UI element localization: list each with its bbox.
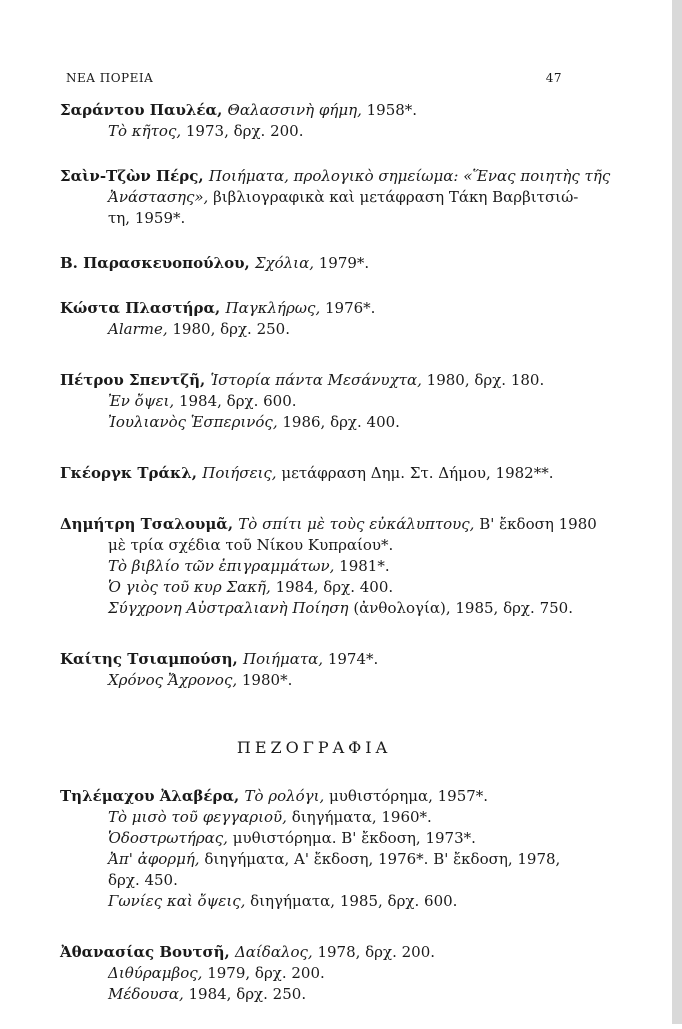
bibliography-list — [60, 100, 611, 1029]
work-details: μυθιστόρημα, 1957*. — [324, 787, 489, 805]
work-title: Ἰουλιανὸς Ἑσπερινός, — [108, 413, 278, 431]
entry-continuation-line — [60, 984, 568, 1005]
work-details: διηγήματα, Α' ἔκδοση, 1976*. Β' ἔκδοση, 1978, — [199, 850, 561, 868]
work-title: Παγκλήρως, — [225, 299, 321, 317]
work-details: 1976*. — [320, 299, 376, 317]
page-edge-shadow — [672, 0, 682, 1024]
bibliography-entry — [60, 942, 568, 1005]
work-title: Ἀπ' ἀφορμή, — [108, 850, 200, 868]
author-name: Σαράντου Παυλέα, — [60, 101, 228, 119]
work-details: 1984, δρχ. 600. — [174, 392, 297, 410]
work-title: Τὸ σπίτι μὲ τοὺς εὐκάλυπτους, — [238, 515, 475, 533]
work-details: βιβλιογραφικὰ καὶ μετάφραση Τάκη Βαρβιτσιώ- — [208, 188, 579, 206]
work-details: 1986, δρχ. 400. — [277, 413, 400, 431]
entry-first-line — [60, 166, 611, 187]
work-details: 1973, δρχ. 200. — [181, 122, 304, 140]
author-name: Γκέοργκ Τράκλ, — [60, 464, 203, 482]
work-details: 1978, δρχ. 200. — [312, 943, 436, 961]
page-number: 47 — [545, 71, 562, 85]
entry-continuation-line — [60, 670, 568, 691]
work-title: Θαλασσινὴ φήμη, — [227, 101, 362, 119]
work-details: δρχ. 450. — [108, 871, 178, 889]
entry-continuation-line — [60, 870, 568, 891]
work-details: 1974*. — [323, 650, 379, 668]
document-page — [60, 0, 666, 1024]
entry-continuation-line — [60, 391, 568, 412]
work-details: 1981*. — [334, 557, 390, 575]
work-details: (ἀνθολογία), 1985, δρχ. 750. — [348, 599, 573, 617]
prose-section — [60, 786, 568, 1005]
work-details: 1979*. — [313, 254, 370, 272]
bibliography-entry — [60, 298, 568, 340]
work-title: Τὸ μισὸ τοῦ φεγγαριοῦ, — [108, 808, 287, 826]
author-name: Ἀθανασίας Βουτσῆ, — [60, 943, 235, 961]
work-details: διηγήματα, 1960*. — [286, 808, 432, 826]
entry-continuation-line — [60, 963, 568, 984]
entry-continuation-line — [60, 121, 568, 142]
author-name: Πέτρου Σπεντζῆ, — [60, 371, 211, 389]
work-details: 1984, δρχ. 400. — [270, 578, 394, 596]
work-title: Διθύραμβος, — [108, 964, 203, 982]
work-title: Μέδουσα, — [108, 985, 184, 1003]
work-title: Ἀνάστασης», — [108, 188, 209, 206]
entry-first-line — [60, 253, 568, 274]
entry-continuation-line — [60, 535, 568, 556]
work-details: 1984, δρχ. 250. — [183, 985, 307, 1003]
author-name: Σαὶν-Τζὼν Πέρς, — [60, 167, 209, 185]
work-details: 1980, δρχ. 250. — [167, 320, 290, 338]
work-title: Τὸ κῆτος, — [108, 122, 182, 140]
bibliography-entry — [60, 166, 611, 229]
work-details: τη, 1959*. — [108, 209, 186, 227]
work-title: Ὁ γιὸς τοῦ κυρ Σακῆ, — [108, 578, 271, 596]
work-details: διηγήματα, 1985, δρχ. 600. — [245, 892, 458, 910]
entry-first-line — [60, 786, 568, 807]
author-name: Καίτης Τσιαμπούση, — [60, 650, 243, 668]
work-title: Γωνίες καὶ ὄψεις, — [108, 892, 246, 910]
work-title: Ποιήσεις, — [202, 464, 277, 482]
author-name: Β. Παρασκευοπούλου, — [60, 254, 255, 272]
work-title: Ὁδοστρωτήρας, — [108, 829, 228, 847]
poetry-section — [60, 100, 611, 691]
work-title: Σύγχρονη Αὐστραλιανὴ Ποίηση — [108, 599, 349, 617]
entry-continuation-line — [60, 807, 568, 828]
work-details: 1980*. — [237, 671, 293, 689]
entry-first-line — [60, 649, 568, 670]
entry-continuation-line — [60, 187, 579, 208]
entry-first-line — [60, 298, 568, 319]
work-details: 1980, δρχ. 180. — [421, 371, 545, 389]
entry-continuation-line — [60, 319, 568, 340]
entry-continuation-line — [60, 556, 568, 577]
work-details: Β' ἔκδοση 1980 — [474, 515, 597, 533]
entry-continuation-line — [60, 577, 568, 598]
bibliography-entry — [60, 253, 568, 274]
entry-continuation-line — [60, 828, 568, 849]
entry-continuation-line — [60, 891, 568, 912]
bibliography-entry — [60, 786, 568, 912]
work-title: Ποιήματα, — [243, 650, 324, 668]
work-title: Alarme, — [108, 320, 168, 338]
bibliography-entry — [60, 514, 597, 619]
entry-continuation-line — [60, 598, 573, 619]
entry-first-line — [60, 100, 568, 121]
work-title: Δαίδαλος, — [234, 943, 313, 961]
running-header — [66, 68, 562, 88]
work-details: 1958*. — [361, 101, 418, 119]
entry-continuation-line — [60, 849, 568, 870]
entry-continuation-line — [60, 412, 568, 433]
work-title: Χρόνος Ἄχρονος, — [108, 671, 238, 689]
work-details: μετάφραση Δημ. Στ. Δήμου, 1982**. — [276, 464, 554, 482]
work-title: Ἱστορία πάντα Μεσάνυχτα, — [210, 371, 422, 389]
entry-first-line — [60, 514, 597, 535]
author-name: Τηλέμαχου Ἀλαβέρα, — [60, 787, 245, 805]
author-name: Κώστα Πλαστήρα, — [60, 299, 226, 317]
bibliography-entry — [60, 463, 568, 484]
work-details: μὲ τρία σχέδια τοῦ Νίκου Κυπραίου*. — [108, 536, 394, 554]
work-title: Τὸ βιβλίο τῶν ἐπιγραμμάτων, — [108, 557, 335, 575]
entry-first-line — [60, 463, 568, 484]
work-details: μυθιστόρημα. Β' ἔκδοση, 1973*. — [227, 829, 476, 847]
author-name: Δημήτρη Τσαλουμᾶ, — [60, 515, 239, 533]
work-title: Τὸ ρολόγι, — [244, 787, 325, 805]
work-title: Ποιήματα, προλογικὸ σημείωμα: «Ἕνας ποιητὴς τῆς — [208, 167, 611, 185]
journal-title: ΝΕΑ ΠΟΡΕΙΑ — [66, 71, 154, 85]
work-title: Ἐν ὄψει, — [108, 392, 175, 410]
entry-first-line — [60, 370, 568, 391]
work-title: Σχόλια, — [254, 254, 314, 272]
entry-first-line — [60, 942, 568, 963]
bibliography-entry — [60, 370, 568, 433]
bibliography-entry — [60, 649, 568, 691]
bibliography-entry — [60, 100, 568, 142]
section-heading-prose: ΠΕΖΟΓΡΑΦΙΑ — [236, 738, 392, 757]
work-details: 1979, δρχ. 200. — [202, 964, 325, 982]
entry-continuation-line — [60, 208, 568, 229]
